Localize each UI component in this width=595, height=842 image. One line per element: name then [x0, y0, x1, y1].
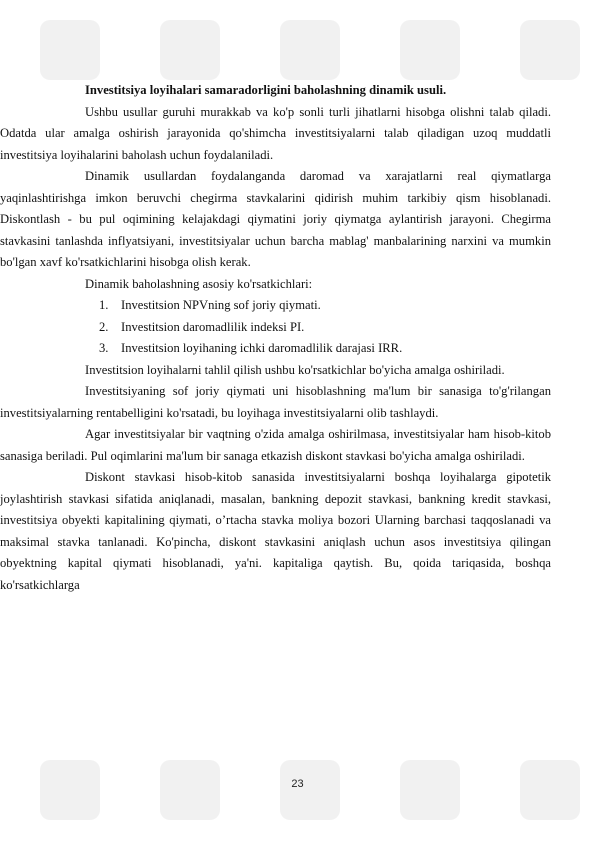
paragraph-3: Dinamik baholashning asosiy ko'rsatkichlari:	[85, 276, 313, 291]
list-item	[85, 317, 551, 339]
list-item-text: Investitsion daromadlilik indeksi PI.	[121, 319, 305, 334]
list-item	[85, 295, 551, 317]
page-number: 23	[291, 778, 304, 790]
document-body	[0, 80, 551, 596]
list-item-number: 2.	[99, 319, 109, 334]
list-item-number: 1.	[99, 298, 109, 312]
list-item	[85, 338, 551, 360]
list-item-text: Investitsion loyihaning ichki daromadlilik darajasi IRR.	[121, 341, 403, 355]
section-heading: Investitsiya loyihalari samaradorligini baholashning dinamik usuli.	[85, 83, 447, 97]
list-item-number: 3.	[99, 341, 109, 355]
paragraph-5: Investitsiyaning sof joriy qiymati uni hisoblashning ma'lum bir sanasiga to'g'rilangan investitsiyalarning rentabelligini ko'rsatadi, bu loyihaga investitsiyalarni olib tashlaydi.	[0, 384, 551, 420]
list-item-text: Investitsion NPVning sof joriy qiymati.	[121, 298, 321, 312]
paragraph-6: Agar investitsiyalar bir vaqtning o'zida amalga oshirilmasa, investitsiyalar ham hisob-kitob sanasiga beriladi. Pul oqimlarini ma'lum bir sanaga etkazish diskont stavkasi bo'yicha amalga oshiriladi.	[0, 427, 551, 463]
indicator-list	[85, 295, 551, 360]
paragraph-7: Diskont stavkasi hisob-kitob sanasida investitsiyalarni boshqa loyihalarga gipotetik joylashtirish stavkasi sifatida aniqlanadi, masalan, bankning depozit stavkasi, bankning kredit stavkasi, investitsiya obyekti kapitalining qiymati, o’rtacha stavka moliya bozori Ularning barchasi taqqoslanadi va maksimal stavka tanlanadi. Ko'pincha, diskont stavkasini aniqlash uchun asos investitsiya qilingan obyektning kapital qiymati hisoblanadi, ya'ni. kapitaliga qaytish. Bu, qoida tariqasida, boshqa ko'rsatkichlarga	[0, 470, 551, 592]
paragraph-1: Ushbu usullar guruhi murakkab va ko'p sonli turli jihatlarni hisobga olishni talab qiladi. Odatda ular amalga oshirish jarayonida qo'shimcha investitsiyalarni talab qiladigan uzoq muddatli investitsiya loyihalarini baholash uchun foydalaniladi.	[0, 104, 551, 162]
paragraph-4: Investitsion loyihalarni tahlil qilish ushbu ko'rsatkichlar bo'yicha amalga oshiriladi.	[85, 362, 505, 377]
paragraph-2: Dinamik usullardan foydalanganda daromad va xarajatlarni real qiymatlarga yaqinlashtirishga imkon beruvchi chegirma stavkalarini qidirish muhim tarkibiy qism hisoblanadi. Diskontlash - bu pul oqimining kelajakdagi qiymatini joriy qiymatga aylantirish jarayoni. Chegirma stavkasini tanlashda inflyatsiyani, investitsiyalar uchun barcha mablag' manbalarining narxini va mumkin bo'lgan xavf ko'rsatkichlarini hisobga olish kerak.	[0, 169, 551, 269]
